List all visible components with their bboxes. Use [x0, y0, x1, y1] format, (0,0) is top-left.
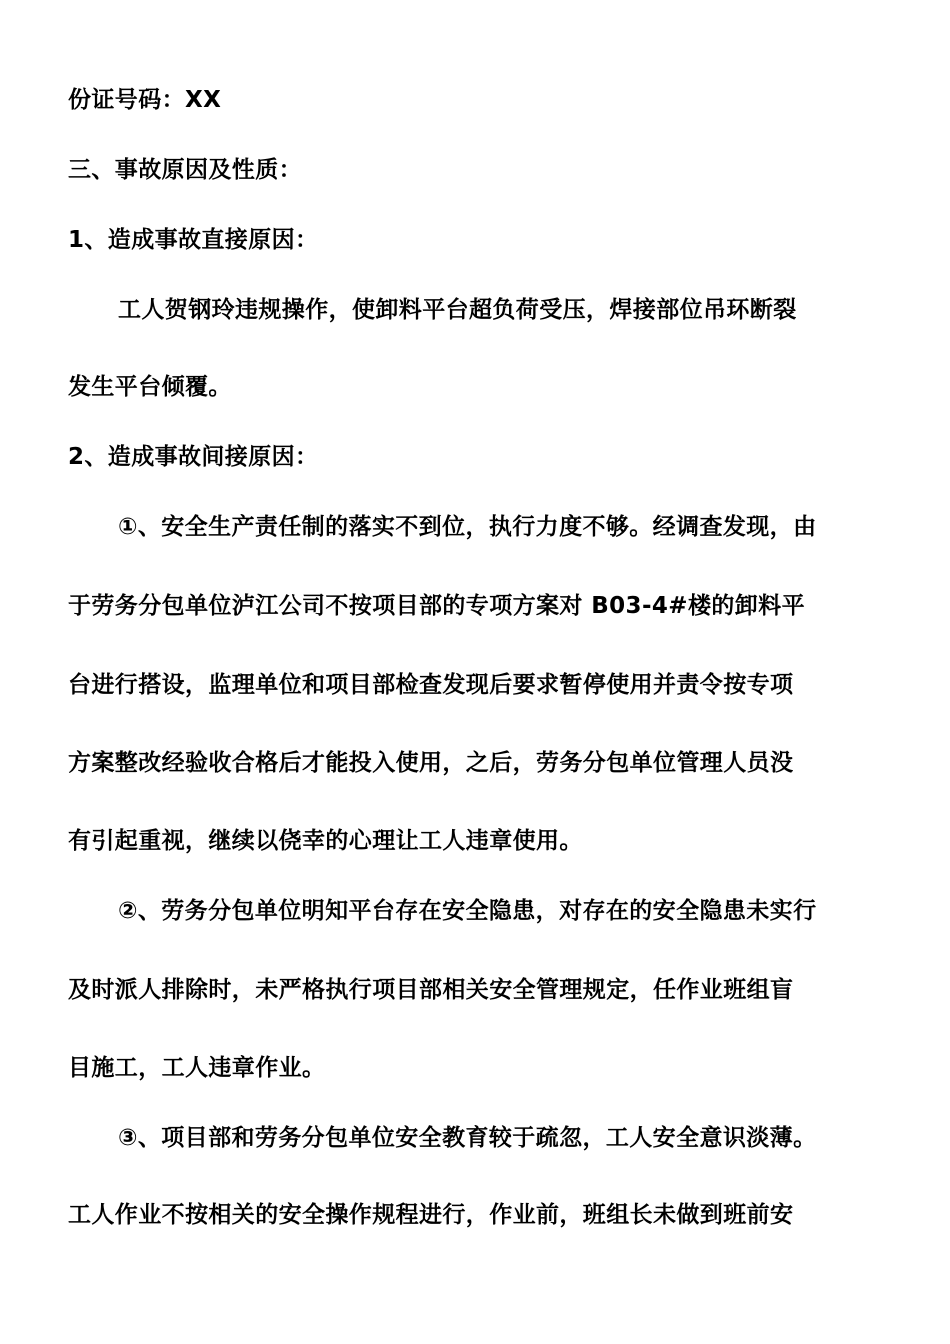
paragraph-line: 台进行搭设，监理单位和项目部检查发现后要求暂停使用并责令按专项: [68, 672, 794, 698]
paragraph-line: 发生平台倾覆。: [68, 374, 232, 400]
paragraph-line: 目施工，工人违章作业。: [68, 1055, 326, 1081]
paragraph-line: 于劳务分包单位泸江公司不按项目部的专项方案对 B03-4#楼的卸料平: [68, 593, 805, 619]
subheading-indirect-cause: 2、造成事故间接原因：: [68, 444, 319, 470]
paragraph-line: 及时派人排除时，未严格执行项目部相关安全管理规定，任作业班组盲: [68, 977, 794, 1003]
paragraph-line: 工人作业不按相关的安全操作规程进行，作业前，班组长未做到班前安: [68, 1202, 794, 1228]
section-heading-cause: 三、事故原因及性质：: [68, 157, 302, 183]
paragraph-line: ②、劳务分包单位明知平台存在安全隐患，对存在的安全隐患未实行: [118, 898, 817, 924]
paragraph-line: 有引起重视，继续以侥幸的心理让工人违章使用。: [68, 828, 583, 854]
paragraph-line: ①、安全生产责任制的落实不到位，执行力度不够。经调查发现，由: [118, 514, 817, 540]
subheading-direct-cause: 1、造成事故直接原因：: [68, 227, 319, 253]
paragraph-line: 工人贺钢玲违规操作，使卸料平台超负荷受压，焊接部位吊环断裂: [118, 297, 797, 323]
paragraph-line: 方案整改经验收合格后才能投入使用，之后，劳务分包单位管理人员没: [68, 750, 794, 776]
paragraph-line: ③、项目部和劳务分包单位安全教育较于疏忽，工人安全意识淡薄。: [118, 1125, 817, 1151]
id-number-line: 份证号码：XX: [68, 87, 222, 113]
